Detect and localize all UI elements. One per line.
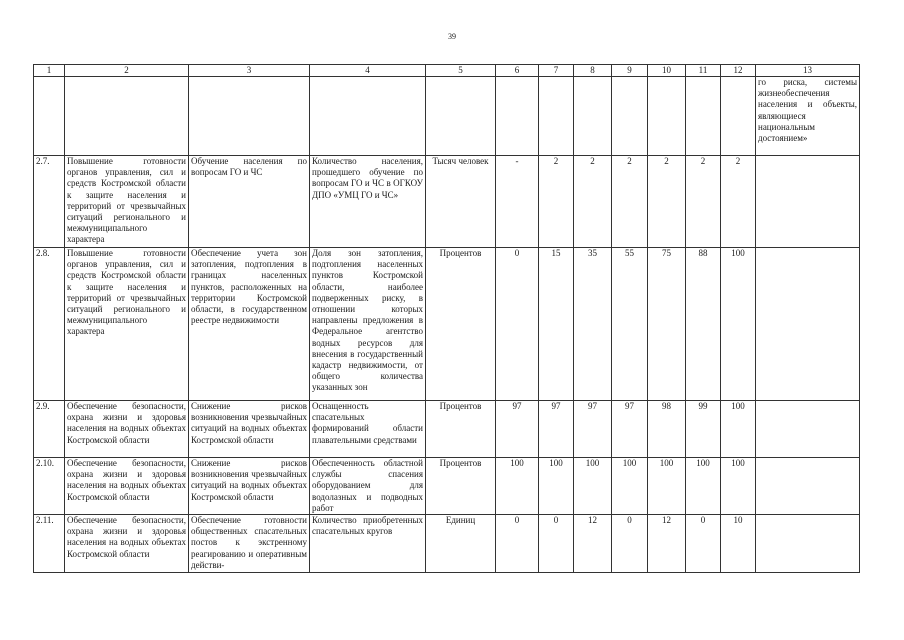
row-goal: Повышение готовности органов управления, сил и средств Костромской области к защите населения и территорий от чрезвычайных ситуаций регионального и межмуниципального характера <box>65 156 189 248</box>
row-goal: Повышение готовности органов управления, сил и средств Костромской области к защите населения и территорий от чрезвычайных ситуаций регионального и межмуниципального характера <box>65 248 189 401</box>
row-goal: Обеспечение безопасности, охрана жизни и здоровья населения на водных объектах Костромской области <box>65 458 189 515</box>
col-header: 11 <box>686 65 721 77</box>
row-value: 100 <box>574 458 612 515</box>
row-indicator: Количество приобретенных спасательных кругов <box>310 515 426 573</box>
row-indicator: Обеспеченность областной службы спасения оборудованием для водолазных и подводных работ <box>310 458 426 515</box>
row-note <box>756 156 860 248</box>
row-number: 2.8. <box>34 248 65 401</box>
row-value: - <box>496 156 539 248</box>
table-row <box>34 156 860 248</box>
table-row <box>34 458 860 515</box>
row-value: 97 <box>496 401 539 458</box>
row-value: 100 <box>648 458 686 515</box>
indicators-table <box>33 64 860 573</box>
row-value: 100 <box>721 401 756 458</box>
row-value: 10 <box>721 515 756 573</box>
row-value: 97 <box>612 401 648 458</box>
row-value: 100 <box>686 458 721 515</box>
row-value: 100 <box>721 248 756 401</box>
col-header: 4 <box>310 65 426 77</box>
table-row <box>34 248 860 401</box>
row-unit: Процентов <box>426 248 496 401</box>
row-value: 100 <box>612 458 648 515</box>
row-value: 2 <box>612 156 648 248</box>
row-unit: Единиц <box>426 515 496 573</box>
row-note <box>756 401 860 458</box>
row-value: 97 <box>574 401 612 458</box>
row-note <box>756 515 860 573</box>
row-value: 100 <box>539 458 574 515</box>
row-task: Обеспечение готовности общественных спасательных постов к экстренному реагированию и оперативным действи- <box>189 515 310 573</box>
row-value: 75 <box>648 248 686 401</box>
col-header: 10 <box>648 65 686 77</box>
row-value: 100 <box>496 458 539 515</box>
row-task: Обеспечение учета зон затопления, подтопления в границах населенных пунктов, расположенных на территории Костромской области, в государственном реестре недвижимости <box>189 248 310 401</box>
row-value: 0 <box>539 515 574 573</box>
row-value: 88 <box>686 248 721 401</box>
row-value: 99 <box>686 401 721 458</box>
row-indicator: Количество населения, прошедшего обучение по вопросам ГО и ЧС в ОГКОУ ДПО «УМЦ ГО и ЧС» <box>310 156 426 248</box>
header-row <box>34 65 860 77</box>
row-note <box>756 458 860 515</box>
row-value: 2 <box>721 156 756 248</box>
page-number: 39 <box>448 32 456 41</box>
row-value: 2 <box>648 156 686 248</box>
row-value: 98 <box>648 401 686 458</box>
row-value: 2 <box>686 156 721 248</box>
row-value: 55 <box>612 248 648 401</box>
row-unit: Тысяч человек <box>426 156 496 248</box>
col-header: 3 <box>189 65 310 77</box>
row-task: Снижение рисков возникновения чрезвычайных ситуаций на водных объектах Костромской области <box>189 458 310 515</box>
row-note <box>756 248 860 401</box>
row-number: 2.9. <box>34 401 65 458</box>
col-header: 13 <box>756 65 860 77</box>
row-number: 2.11. <box>34 515 65 573</box>
table-row <box>34 515 860 573</box>
row-value: 0 <box>686 515 721 573</box>
row-value: 12 <box>574 515 612 573</box>
row-value: 100 <box>721 458 756 515</box>
col-header: 12 <box>721 65 756 77</box>
row-value: 0 <box>496 248 539 401</box>
col-header: 9 <box>612 65 648 77</box>
col-header: 6 <box>496 65 539 77</box>
row-number: 2.7. <box>34 156 65 248</box>
row-indicator: Оснащенность спасательных формирований области плавательными средствами <box>310 401 426 458</box>
col-header: 1 <box>34 65 65 77</box>
row-goal: Обеспечение безопасности, охрана жизни и здоровья населения на водных объектах Костромской области <box>65 515 189 573</box>
row-value: 0 <box>496 515 539 573</box>
row-value: 97 <box>539 401 574 458</box>
row-task: Обучение населения по вопросам ГО и ЧС <box>189 156 310 248</box>
row-unit: Процентов <box>426 458 496 515</box>
table-row <box>34 401 860 458</box>
col-header: 7 <box>539 65 574 77</box>
row-unit: Процентов <box>426 401 496 458</box>
row-value: 15 <box>539 248 574 401</box>
row-value: 12 <box>648 515 686 573</box>
col-header: 5 <box>426 65 496 77</box>
row-value: 0 <box>612 515 648 573</box>
row-value: 2 <box>574 156 612 248</box>
row-indicator: Доля зон затопления, подтопления населенных пунктов Костромской области, наиболее подверженных риску, в отношении которых направлены предложения в Федеральное агентство водных ресурсов для внесения в государственный кадастр недвижимости, от общего количества указанных зон <box>310 248 426 401</box>
table-row-continuation <box>34 77 860 156</box>
continuation-text: го риска, системы жизнеобеспечения населения и объекты, являющиеся национальным достоянием» <box>756 77 860 156</box>
row-value: 2 <box>539 156 574 248</box>
col-header: 8 <box>574 65 612 77</box>
row-task: Снижение рисков возникновения чрезвычайных ситуаций на водных объектах Костромской области <box>189 401 310 458</box>
row-number: 2.10. <box>34 458 65 515</box>
col-header: 2 <box>65 65 189 77</box>
row-goal: Обеспечение безопасности, охрана жизни и здоровья населения на водных объектах Костромской области <box>65 401 189 458</box>
row-value: 35 <box>574 248 612 401</box>
